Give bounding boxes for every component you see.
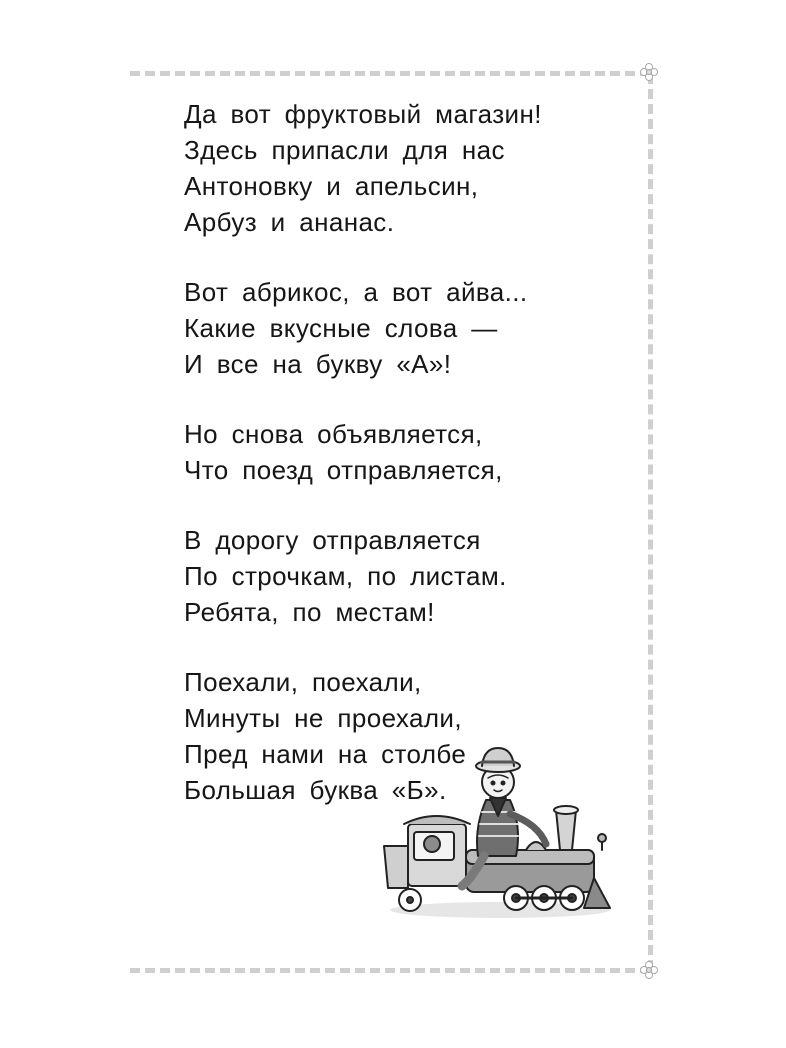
poem-line: Что поезд отправляется, — [184, 455, 503, 485]
poem-line: Большая буква «Б». — [184, 775, 447, 805]
flower-ornament-icon — [640, 63, 658, 81]
flower-ornament-icon — [640, 961, 658, 979]
poem-line: Арбуз и ананас. — [184, 207, 395, 237]
poem-line: В дорогу отправляется — [184, 525, 481, 555]
stanza-3 — [184, 416, 624, 488]
poem-line: Минуты не проехали, — [184, 703, 462, 733]
poem-line: Но снова объявляется, — [184, 419, 483, 449]
boy-on-locomotive-illustration — [370, 738, 620, 928]
poem-line: Ребята, по местам! — [184, 597, 435, 627]
poem-line: Поехали, поехали, — [184, 667, 422, 697]
frame-top-border — [130, 71, 650, 76]
poem-line: Пред нами на столбе — [184, 739, 467, 769]
poem-line: Антоновку и апельсин, — [184, 171, 479, 201]
poem-line: Здесь припасли для нас — [184, 135, 505, 165]
poem-line: По строчкам, по листам. — [184, 561, 507, 591]
frame-right-border — [648, 74, 653, 970]
poem-line: Да вот фруктовый магазин! — [184, 99, 542, 129]
poem-line: И все на букву «А»! — [184, 349, 452, 379]
poem-line: Какие вкусные слова — — [184, 313, 498, 343]
frame-bottom-border — [130, 968, 650, 973]
stanza-1 — [184, 96, 624, 240]
stanza-2 — [184, 274, 624, 382]
stanza-4 — [184, 522, 624, 630]
poem-line: Вот абрикос, а вот айва... — [184, 277, 528, 307]
poem-text — [184, 96, 624, 842]
